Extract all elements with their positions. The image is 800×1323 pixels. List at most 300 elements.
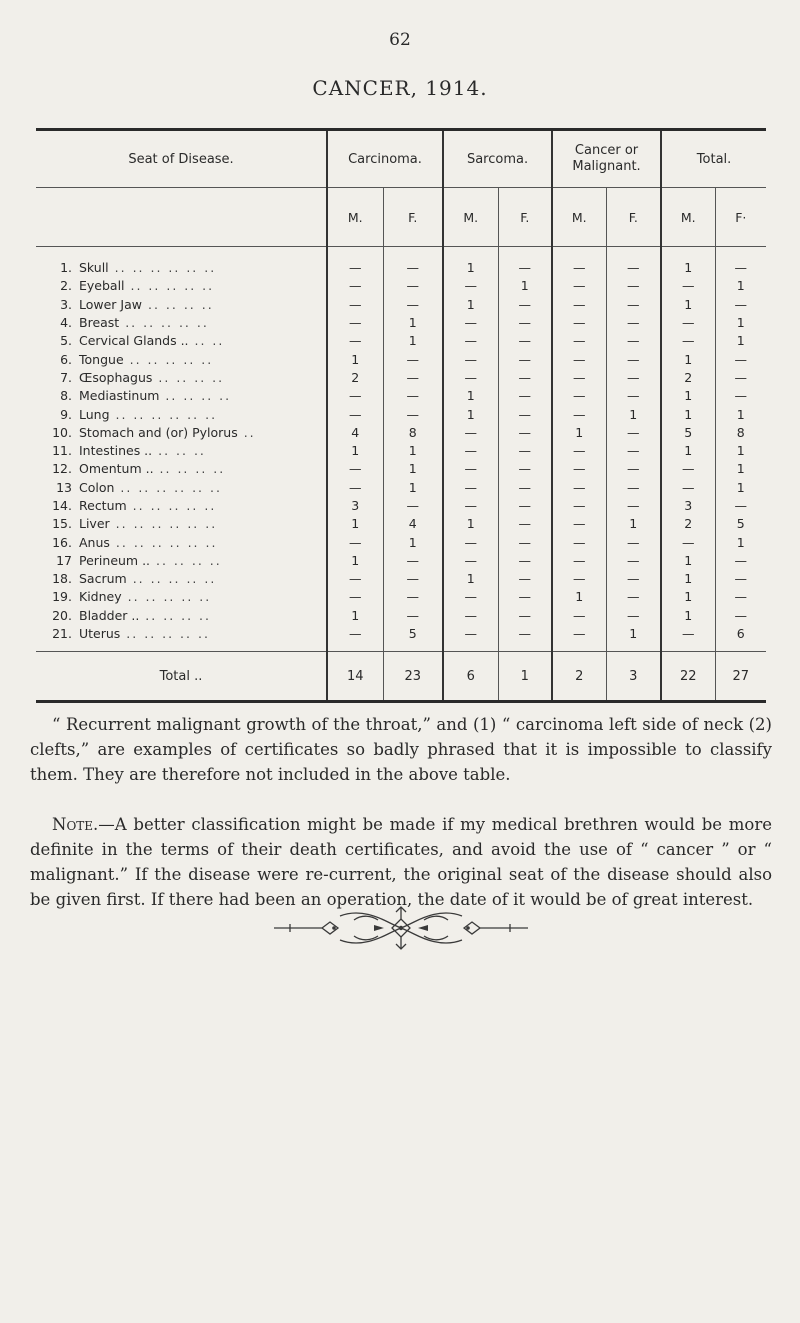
value-cell: 5 (715, 515, 766, 533)
seat-label: Rectum (79, 498, 127, 513)
value-cell: 1 (552, 588, 606, 606)
table-row (36, 570, 766, 588)
seat-label: Stomach and (or) Pylorus (79, 424, 238, 440)
sub-header: F. (383, 188, 443, 247)
table-row (36, 369, 766, 387)
seat-label: Omentum .. (79, 461, 154, 477)
value-cell: — (552, 332, 606, 350)
value-cell: — (443, 424, 498, 442)
value-cell: — (498, 296, 552, 314)
table-row (36, 277, 766, 295)
value-cell: 1 (327, 442, 383, 460)
seat-label: Lower Jaw (79, 296, 142, 312)
value-cell: 1 (661, 247, 715, 278)
header-seat: Seat of Disease. (36, 130, 327, 188)
value-cell: — (715, 588, 766, 606)
value-cell: — (498, 588, 552, 606)
table-row (36, 442, 766, 460)
value-cell: — (552, 625, 606, 652)
value-cell: — (715, 607, 766, 625)
value-cell: 1 (661, 387, 715, 405)
value-cell: 1 (327, 515, 383, 533)
value-cell: 1 (383, 314, 443, 332)
page-title: CANCER, 1914. (312, 76, 488, 100)
table-row (36, 497, 766, 515)
value-cell: 1 (715, 405, 766, 423)
leader-dots: .. .. .. .. (150, 552, 222, 568)
value-cell: 1 (383, 332, 443, 350)
value-cell: — (715, 570, 766, 588)
value-cell: — (383, 588, 443, 606)
value-cell: — (498, 552, 552, 570)
sub-header: M. (327, 188, 383, 247)
value-cell: 1 (443, 296, 498, 314)
leader-dots: .. .. .. (152, 443, 206, 459)
value-cell: 1 (383, 533, 443, 551)
table-row (36, 387, 766, 405)
leader-dots: .. .. (188, 333, 225, 349)
total-cell: 23 (383, 652, 443, 702)
value-cell: 3 (327, 497, 383, 515)
value-cell: 4 (327, 424, 383, 442)
row-number: 17 (56, 552, 72, 568)
sub-header: F. (498, 188, 552, 247)
row-number: 1. (60, 260, 72, 276)
ornament-divider (270, 904, 532, 952)
seat-label: Bladder .. (79, 607, 140, 623)
leader-dots: .. .. .. .. .. .. (109, 516, 218, 532)
sub-header: F· (715, 188, 766, 247)
value-cell: — (552, 405, 606, 423)
table-row (36, 607, 766, 625)
value-cell: — (327, 479, 383, 497)
seat-cell (36, 387, 327, 405)
header-total: Total. (661, 130, 766, 188)
value-cell: — (327, 625, 383, 652)
value-cell: — (498, 405, 552, 423)
seat-label: Perineum .. (79, 552, 151, 568)
table-row (36, 350, 766, 368)
row-number: 20. (52, 607, 72, 623)
value-cell: — (443, 332, 498, 350)
value-cell: — (498, 350, 552, 368)
leader-dots: .. (237, 424, 256, 440)
value-cell: 1 (715, 442, 766, 460)
table-row (36, 552, 766, 570)
total-cell: 3 (606, 652, 661, 702)
value-cell: — (327, 533, 383, 551)
value-cell: 1 (661, 552, 715, 570)
value-cell: — (661, 625, 715, 652)
value-cell: — (498, 625, 552, 652)
table-row (36, 314, 766, 332)
value-cell: — (443, 497, 498, 515)
value-cell: — (606, 607, 661, 625)
value-cell: 1 (552, 424, 606, 442)
value-cell: — (443, 277, 498, 295)
value-cell: — (606, 350, 661, 368)
value-cell: 1 (661, 405, 715, 423)
value-cell: 1 (661, 588, 715, 606)
value-cell: — (661, 533, 715, 551)
value-cell: — (552, 460, 606, 478)
value-cell: — (498, 247, 552, 278)
value-cell: — (715, 497, 766, 515)
value-cell: 1 (715, 314, 766, 332)
value-cell: — (606, 247, 661, 278)
row-number: 9. (60, 406, 72, 422)
value-cell: — (327, 570, 383, 588)
value-cell: — (498, 314, 552, 332)
seat-label: Tongue (79, 351, 124, 367)
value-cell: 5 (383, 625, 443, 652)
seat-label: Breast (79, 315, 120, 331)
table-row (36, 247, 766, 278)
value-cell: — (606, 442, 661, 460)
seat-label: Liver (79, 516, 110, 532)
value-cell: — (383, 387, 443, 405)
table-row (36, 479, 766, 497)
row-number: 21. (52, 626, 72, 642)
value-cell: — (715, 296, 766, 314)
total-cell: 1 (498, 652, 552, 702)
value-cell: — (383, 277, 443, 295)
value-cell: — (498, 387, 552, 405)
table-row (36, 625, 766, 652)
value-cell: 1 (443, 570, 498, 588)
seat-cell (36, 442, 327, 460)
value-cell: 1 (383, 460, 443, 478)
value-cell: — (443, 479, 498, 497)
seat-label: Eyeball (79, 278, 125, 294)
leader-dots: .. .. .. .. .. (126, 498, 217, 513)
value-cell: 1 (661, 570, 715, 588)
row-number: 4. (60, 315, 72, 331)
value-cell: — (498, 369, 552, 387)
row-number: 14. (52, 498, 72, 513)
value-cell: — (498, 607, 552, 625)
value-cell: — (443, 460, 498, 478)
row-number: 8. (60, 388, 72, 404)
value-cell: 3 (661, 497, 715, 515)
total-cell: 2 (552, 652, 606, 702)
leader-dots: .. .. .. .. .. .. (114, 479, 222, 495)
seat-cell (36, 332, 327, 350)
leader-dots: .. .. .. .. (139, 607, 212, 623)
total-label: Total .. (36, 652, 327, 702)
seat-cell (36, 552, 327, 570)
table-row (36, 332, 766, 350)
value-cell: 4 (383, 515, 443, 533)
header-cancer-or-malignant-text: Cancer or Malignant. (572, 143, 641, 174)
value-cell: — (606, 570, 661, 588)
value-cell: 1 (661, 296, 715, 314)
value-cell: — (498, 479, 552, 497)
value-cell: — (606, 552, 661, 570)
cancer-table (36, 128, 766, 703)
value-cell: 1 (715, 277, 766, 295)
row-number: 2. (60, 278, 72, 294)
value-cell: — (383, 247, 443, 278)
value-cell: — (498, 460, 552, 478)
seat-cell (36, 625, 327, 652)
table-row (36, 460, 766, 478)
value-cell: 8 (383, 424, 443, 442)
value-cell: — (327, 332, 383, 350)
value-cell: — (606, 460, 661, 478)
value-cell: — (552, 607, 606, 625)
seat-label: Intestines .. (79, 443, 153, 459)
value-cell: — (552, 350, 606, 368)
leader-dots: .. .. .. .. .. (119, 315, 209, 331)
value-cell: — (383, 405, 443, 423)
value-cell: — (383, 296, 443, 314)
header-carcinoma: Carcinoma. (327, 130, 443, 188)
seat-cell (36, 570, 327, 588)
value-cell: — (661, 460, 715, 478)
seat-cell (36, 247, 327, 278)
value-cell: — (552, 296, 606, 314)
value-cell: — (498, 497, 552, 515)
table-row (36, 588, 766, 606)
value-cell: — (383, 570, 443, 588)
value-cell: 1 (715, 533, 766, 551)
seat-cell (36, 607, 327, 625)
value-cell: — (552, 387, 606, 405)
seat-label: Uterus (79, 626, 121, 642)
value-cell: 1 (383, 479, 443, 497)
seat-cell (36, 405, 327, 423)
note-lead: Note. (52, 815, 99, 834)
value-cell: — (661, 314, 715, 332)
leader-dots: .. .. .. .. .. (123, 351, 214, 367)
value-cell: — (715, 552, 766, 570)
value-cell: 1 (661, 442, 715, 460)
value-cell: — (327, 405, 383, 423)
value-cell: — (498, 570, 552, 588)
seat-cell (36, 277, 327, 295)
value-cell: — (552, 314, 606, 332)
sub-header: F. (606, 188, 661, 247)
value-cell: — (327, 247, 383, 278)
seat-label: Sacrum (79, 571, 127, 587)
page-number: 62 (389, 30, 411, 50)
value-cell: — (606, 479, 661, 497)
leader-dots: .. .. .. .. .. .. (108, 260, 217, 276)
seat-label: Kidney (79, 589, 122, 605)
value-cell: — (552, 533, 606, 551)
value-cell: — (498, 332, 552, 350)
sub-header: M. (443, 188, 498, 247)
value-cell: 1 (498, 277, 552, 295)
value-cell: — (498, 442, 552, 460)
value-cell: — (327, 460, 383, 478)
value-cell: — (383, 369, 443, 387)
row-number: 13 (56, 479, 72, 495)
row-number: 12. (52, 461, 72, 477)
value-cell: — (606, 497, 661, 515)
value-cell: 1 (715, 479, 766, 497)
leader-dots: .. .. .. .. .. .. (109, 406, 218, 422)
seat-label: Cervical Glands .. (79, 333, 189, 349)
value-cell: 1 (327, 552, 383, 570)
value-cell: 1 (327, 607, 383, 625)
value-cell: — (552, 570, 606, 588)
value-cell: — (443, 607, 498, 625)
value-cell: — (383, 350, 443, 368)
value-cell: 2 (327, 369, 383, 387)
header-cancer-or-malignant (552, 130, 661, 188)
value-cell: 1 (443, 515, 498, 533)
row-number: 10. (52, 424, 72, 440)
row-number: 5. (60, 333, 72, 349)
row-number: 15. (52, 516, 72, 532)
value-cell: — (327, 387, 383, 405)
row-number: 6. (60, 351, 72, 367)
value-cell: 1 (715, 460, 766, 478)
seat-label: Anus (79, 534, 110, 550)
value-cell: — (606, 314, 661, 332)
value-cell: — (715, 247, 766, 278)
value-cell: — (661, 277, 715, 295)
total-row (36, 652, 766, 702)
value-cell: — (552, 369, 606, 387)
seat-cell (36, 460, 327, 478)
value-cell: — (606, 588, 661, 606)
seat-cell (36, 296, 327, 314)
leader-dots: .. .. .. .. (152, 369, 225, 385)
value-cell: 1 (327, 350, 383, 368)
value-cell: — (606, 533, 661, 551)
value-cell: — (552, 515, 606, 533)
seat-cell (36, 424, 327, 442)
row-number: 16. (52, 534, 72, 550)
value-cell: — (715, 369, 766, 387)
seat-cell (36, 369, 327, 387)
value-cell: 1 (606, 405, 661, 423)
value-cell: — (383, 497, 443, 515)
value-cell: — (606, 277, 661, 295)
value-cell: — (552, 442, 606, 460)
total-cell: 6 (443, 652, 498, 702)
value-cell: — (552, 247, 606, 278)
table-row (36, 405, 766, 423)
leader-dots: .. .. .. .. .. (126, 571, 217, 587)
value-cell: — (606, 296, 661, 314)
leader-dots: .. .. .. .. .. (120, 626, 210, 642)
value-cell: — (443, 442, 498, 460)
value-cell: 1 (606, 515, 661, 533)
value-cell: — (552, 479, 606, 497)
value-cell: — (443, 588, 498, 606)
value-cell: 1 (661, 350, 715, 368)
value-cell: — (327, 314, 383, 332)
value-cell: — (443, 369, 498, 387)
value-cell: — (552, 552, 606, 570)
total-cell: 22 (661, 652, 715, 702)
leader-dots: .. .. .. .. .. (121, 589, 212, 605)
value-cell: — (383, 552, 443, 570)
value-cell: 6 (715, 625, 766, 652)
header-seat-blank (36, 188, 327, 247)
value-cell: 5 (661, 424, 715, 442)
value-cell: — (661, 332, 715, 350)
value-cell: — (552, 277, 606, 295)
value-cell: 2 (661, 369, 715, 387)
seat-label: Lung (79, 406, 110, 422)
value-cell: — (606, 387, 661, 405)
value-cell: — (443, 552, 498, 570)
value-cell: — (327, 277, 383, 295)
row-number: 18. (52, 571, 72, 587)
value-cell: 1 (443, 405, 498, 423)
value-cell: — (715, 350, 766, 368)
value-cell: 1 (383, 442, 443, 460)
leader-dots: .. .. .. .. .. .. (109, 534, 218, 550)
value-cell: — (552, 497, 606, 515)
value-cell: 1 (443, 247, 498, 278)
value-cell: 8 (715, 424, 766, 442)
value-cell: — (498, 424, 552, 442)
value-cell: — (661, 479, 715, 497)
sub-header: M. (552, 188, 606, 247)
seat-label: Œsophagus (79, 369, 153, 385)
paragraph-unclassified: “ Recurrent malignant growth of the throat,” and (1) “ carcinoma left side of neck (2) clefts,” are examples of certificates so badly phrased that it is impossible to classify them. They are therefore not included in the above table. (30, 715, 772, 784)
table-row (36, 424, 766, 442)
value-cell: — (327, 296, 383, 314)
total-cell: 14 (327, 652, 383, 702)
paragraph-note: Note.—A better classification might be made if my medical brethren would be more definite in the terms of their death certificates, and avoid the use of “ cancer ” or “ malignant.” If the disease were re-current, the original seat of the disease should also be given first. If there had been an operation, the date of it would be of great interest. (30, 815, 772, 909)
value-cell: — (443, 533, 498, 551)
seat-cell (36, 314, 327, 332)
value-cell: — (443, 314, 498, 332)
table-row (36, 533, 766, 551)
value-cell: 1 (606, 625, 661, 652)
leader-dots: .. .. .. .. (153, 461, 226, 477)
row-number: 3. (60, 296, 72, 312)
value-cell: — (606, 369, 661, 387)
header-sarcoma: Sarcoma. (443, 130, 552, 188)
value-cell: — (383, 607, 443, 625)
value-cell: — (327, 588, 383, 606)
row-number: 19. (52, 589, 72, 605)
seat-cell (36, 350, 327, 368)
value-cell: — (443, 625, 498, 652)
seat-label: Mediastinum (79, 388, 160, 404)
value-cell: — (606, 332, 661, 350)
leader-dots: .. .. .. .. (142, 296, 214, 312)
value-cell: 1 (661, 607, 715, 625)
total-cell: 27 (715, 652, 766, 702)
seat-cell (36, 533, 327, 551)
value-cell: — (443, 350, 498, 368)
leader-dots: .. .. .. .. .. (124, 278, 215, 294)
value-cell: 2 (661, 515, 715, 533)
seat-label: Skull (79, 260, 109, 276)
seat-cell (36, 515, 327, 533)
seat-cell (36, 479, 327, 497)
value-cell: 1 (443, 387, 498, 405)
seat-cell (36, 497, 327, 515)
table-row (36, 296, 766, 314)
seat-cell (36, 588, 327, 606)
value-cell: — (498, 533, 552, 551)
leader-dots: .. .. .. .. (159, 388, 232, 404)
value-cell: 1 (715, 332, 766, 350)
row-number: 11. (52, 443, 72, 459)
seat-label: Colon (79, 479, 115, 495)
value-cell: — (715, 387, 766, 405)
